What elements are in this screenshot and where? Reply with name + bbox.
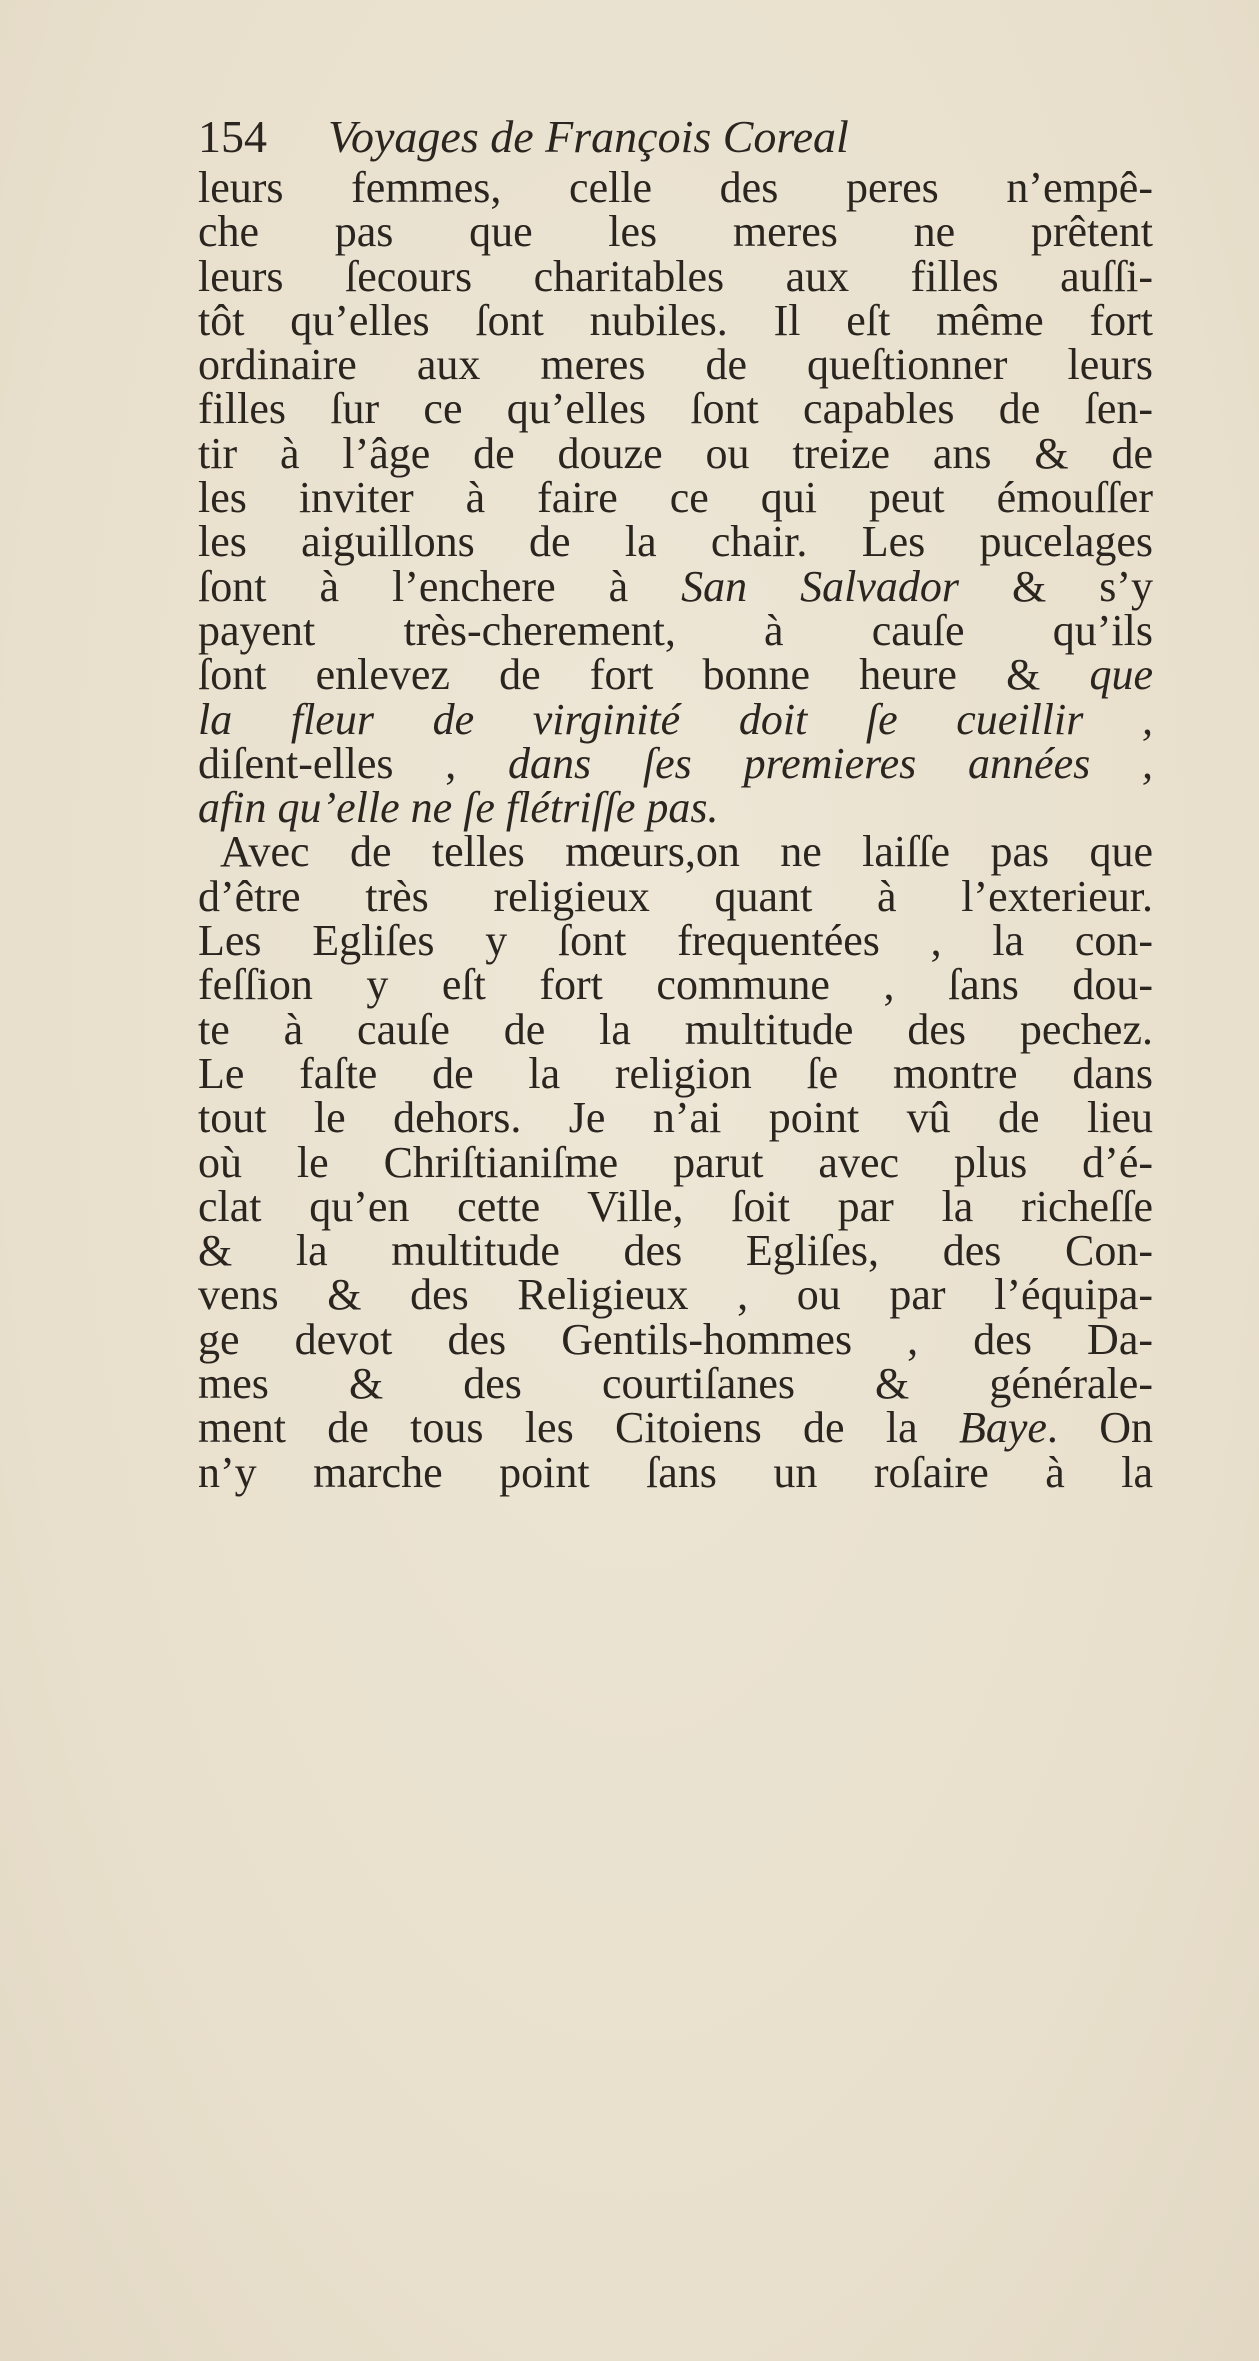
text-line	[198, 827, 1153, 877]
text-line	[198, 1181, 1153, 1231]
text-line	[198, 1403, 1153, 1453]
italic-text-segment: que	[1089, 650, 1153, 700]
text-segment: ment de tous les Citoiens de la	[198, 1403, 959, 1453]
text-line	[198, 1226, 1153, 1276]
text-segment: che pas que les meres ne prêtent	[198, 207, 1153, 257]
text-segment: Les Egliſes y ſont frequentées , la con-	[198, 916, 1153, 966]
italic-text-segment: la fleur de virginité doit ſe cueillir ,	[198, 694, 1153, 744]
text-segment: ordinaire aux meres de queſtionner leurs	[198, 340, 1153, 390]
text-line	[198, 163, 1153, 212]
text-line	[198, 783, 1153, 833]
text-segment: les aiguillons de la chair. Les pucelages	[198, 517, 1153, 567]
text-segment: & s’y	[959, 561, 1154, 611]
text-segment: d’être très religieux quant à l’exterieur.	[198, 871, 1153, 921]
text-segment: ſont à l’enchere à	[198, 561, 682, 611]
text-line	[198, 207, 1153, 257]
text-line	[198, 960, 1153, 1010]
text-line	[198, 384, 1153, 434]
text-segment: où le Chriſtianiſme parut avec plus d’é-	[198, 1137, 1153, 1187]
running-header	[198, 112, 1098, 162]
text-segment: n’y marche point ſans un roſaire à la	[198, 1447, 1153, 1497]
text-segment: payent très-cherement, à cauſe qu’ils	[198, 605, 1153, 655]
text-line	[198, 1093, 1153, 1143]
text-line	[198, 871, 1153, 921]
text-segment: te à cauſe de la multitude des pechez.	[198, 1004, 1153, 1054]
body-text	[198, 163, 1154, 1497]
text-line	[198, 1004, 1153, 1054]
text-segment: Le faſte de la religion ſe montre dans	[198, 1048, 1153, 1098]
page-number: 154	[198, 111, 267, 162]
text-line	[198, 1048, 1153, 1098]
text-segment: filles ſur ce qu’elles ſont capables de ſen-	[198, 384, 1153, 434]
text-segment: leurs femmes, celle des peres n’empê-	[198, 163, 1153, 212]
text-line	[198, 517, 1153, 567]
text-line	[198, 1447, 1153, 1497]
text-line	[198, 295, 1153, 345]
text-line	[198, 738, 1153, 788]
text-line	[198, 473, 1153, 523]
text-line	[198, 694, 1153, 744]
text-segment: & la multitude des Egliſes, des Con-	[198, 1226, 1153, 1276]
text-line	[198, 1359, 1153, 1409]
text-line	[198, 605, 1153, 655]
text-segment: mes & des courtiſanes & générale-	[198, 1359, 1153, 1409]
text-segment: diſent-elles ,	[198, 738, 509, 788]
italic-text-segment: afin qu’elle ne ſe flétriſſe pas.	[198, 783, 719, 833]
text-segment: ge devot des Gentils-hommes , des Da-	[198, 1314, 1153, 1364]
text-segment: vens & des Religieux , ou par l’équipa-	[198, 1270, 1153, 1320]
running-title: Voyages de François Coreal	[328, 111, 849, 162]
text-segment: ſont enlevez de fort bonne heure &	[198, 650, 1090, 700]
text-segment: feſſion y eſt fort commune , ſans dou-	[198, 960, 1153, 1010]
italic-text-segment: dans ſes premieres années ,	[508, 738, 1153, 788]
text-line	[198, 1270, 1153, 1320]
text-segment: tir à l’âge de douze ou treize ans & de	[198, 428, 1153, 478]
text-segment: clat qu’en cette Ville, ſoit par la richeſſe	[198, 1181, 1153, 1231]
text-segment: les inviter à faire ce qui peut émouſſer	[198, 473, 1153, 523]
text-line	[198, 1314, 1153, 1364]
text-line	[198, 428, 1153, 478]
text-segment: Avec de telles mœurs,on ne laiſſe pas que	[220, 827, 1153, 877]
text-line	[198, 650, 1153, 700]
text-segment: leurs ſecours charitables aux filles auſſi-	[198, 251, 1153, 301]
text-line	[198, 1137, 1153, 1187]
text-segment: . On	[1046, 1403, 1153, 1453]
text-line	[198, 340, 1153, 390]
italic-text-segment: Baye	[958, 1403, 1047, 1453]
italic-text-segment: San Salvador	[681, 561, 960, 611]
text-line	[198, 561, 1154, 611]
text-line	[198, 251, 1153, 301]
text-line	[198, 916, 1153, 966]
text-segment: tout le dehors. Je n’ai point vû de lieu	[198, 1093, 1153, 1143]
text-segment: tôt qu’elles ſont nubiles. Il eſt même fort	[198, 295, 1153, 345]
